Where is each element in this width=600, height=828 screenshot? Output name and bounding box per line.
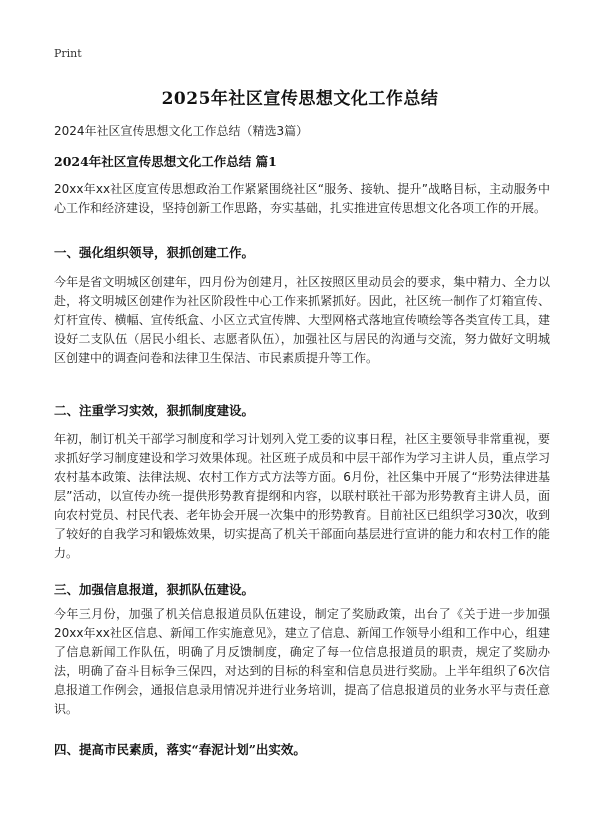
document-title: 2025年社区宣传思想文化工作总结: [161, 89, 439, 109]
paragraph-3: 今年三月份，加强了机关信息报道员队伍建设，制定了奖励政策，出台了《关于进一步加强20xx年xx社区信息、新闻工作实施意见》，建立了信息、新闻工作领导小组和工作中心，组建了信息新闻工作队伍，明确了月反馈制度，确定了每一位信息报道员的职责，规定了奖励办法，明确了奋斗目标争三保四，对达到的目标的科室和信息员进行奖励。上半年组织了6次信息报道工作例会，通报信息录用情况并进行业务培训，提高了信息报道员的业务水平与责任意识。: [54, 607, 550, 716]
document-subtitle: 2024年社区宣传思想文化工作总结（精选3篇）: [54, 124, 309, 138]
heading-3: 三、加强信息报道，狠抓队伍建设。: [54, 582, 255, 597]
paragraph-2: 年初，制订机关干部学习制度和学习计划列入党工委的议事日程，社区主要领导非常重视，要求抓好学习制度建设和学习效果体现。社区班子成员和中层干部作为学习主讲人员，重点学习农村基本政策、法律法规、农村工作方式方法等方面。6月份，社区集中开展了“形势法律进基层”活动，以宣传办统一提供形势教育提纲和内容，以联村联社干部为形势教育主讲人员，面向农村党员、村民代表、老年协会开展一次集中的形势教育。目前社区已组织学习30次，收到了较好的自我学习和锻炼效果，切实提高了机关干部面向基层进行宣讲的能力和农村工作的能力。: [54, 432, 550, 560]
heading-1: 一、强化组织领导，狠抓创建工作。: [54, 245, 255, 260]
print-label: Print: [54, 47, 82, 60]
paragraph-1: 今年是省文明城区创建年，四月份为创建月，社区按照区里动员会的要求，集中精力、全力以赴，将文明城区创建作为社区阶段性中心工作来抓紧抓好。因此，社区统一制作了灯箱宣传、灯杆宣传、横幅、宣传纸盒、小区立式宣传牌、大型网格式落地宣传喷绘等各类宣传工具，建设好二支队伍（居民小组长、志愿者队伍），加强社区与居民的沟通与交流，努力做好文明城区创建中的调查问卷和法律卫生保洁、市民素质提升等工作。: [54, 275, 550, 365]
heading-4: 四、提高市民素质，落实“春泥计划”出实效。: [54, 742, 306, 757]
intro-paragraph: 20xx年xx社区度宣传思想政治工作紧紧围绕社区“服务、接轨、提升”战略目标，主动服务中心工作和经济建设，坚持创新工作思路，夯实基础，扎实推进宣传思想文化各项工作的开展。: [54, 182, 550, 215]
heading-2: 二、注重学习实效，狠抓制度建设。: [54, 403, 255, 418]
section-title: 2024年社区宣传思想文化工作总结 篇1: [54, 154, 277, 169]
